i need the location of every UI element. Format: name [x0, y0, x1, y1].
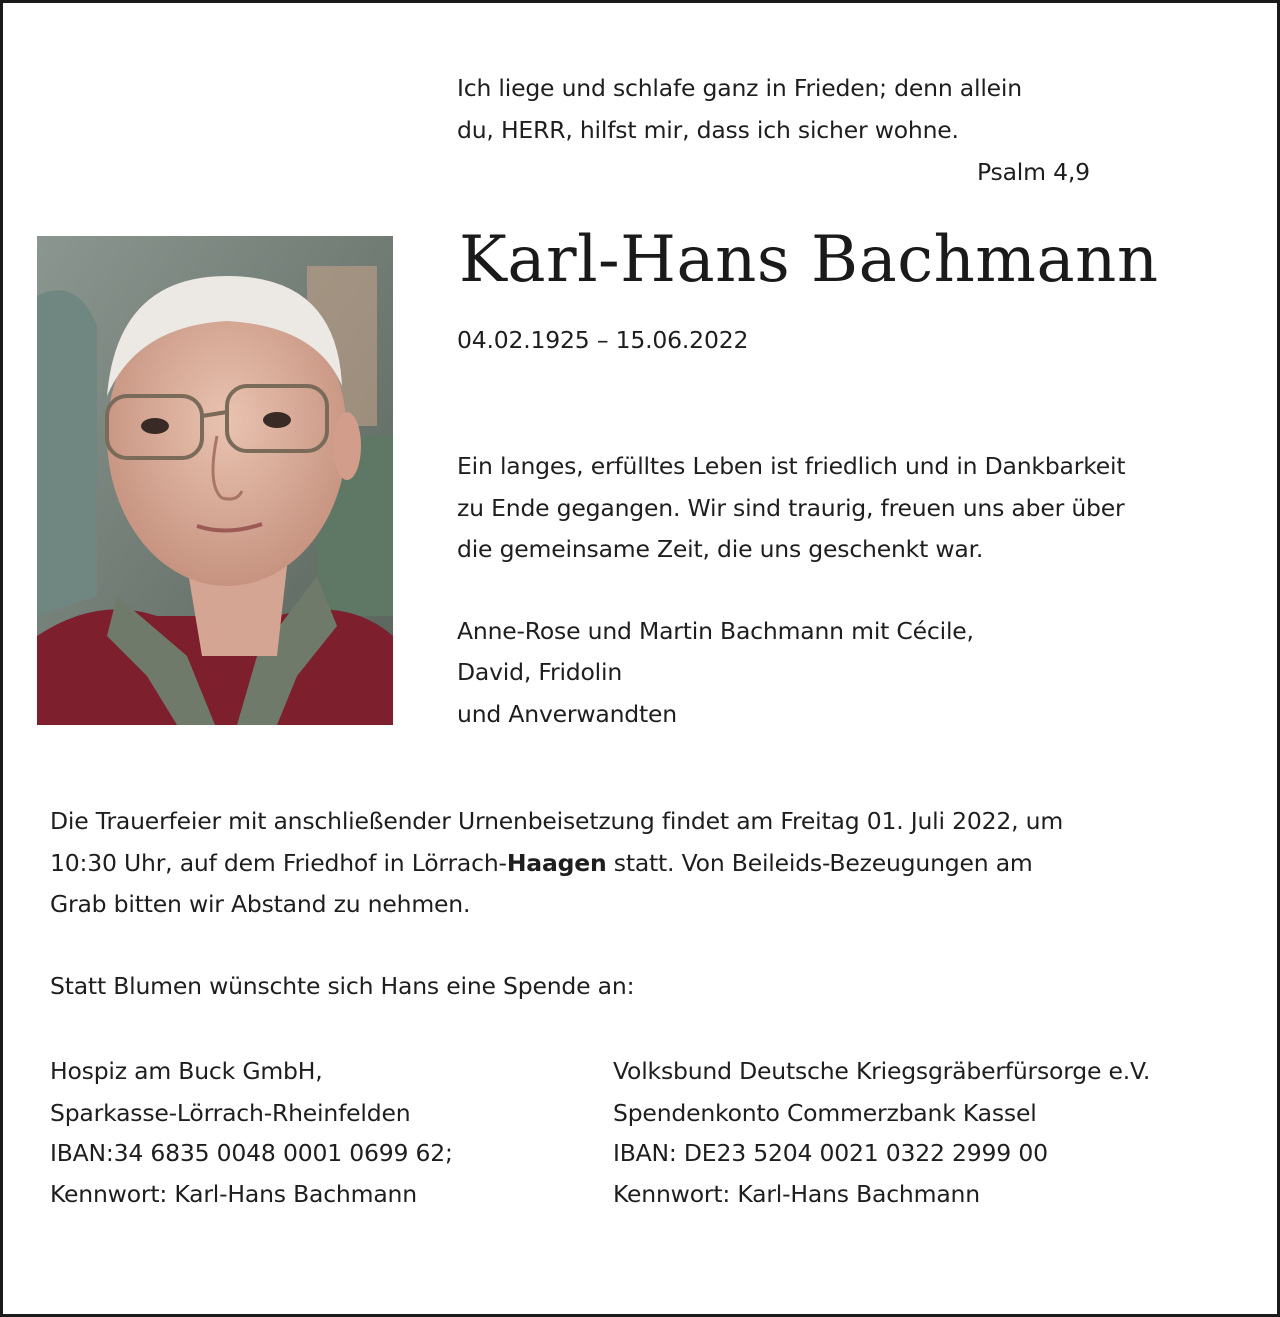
service-text: statt. Von Beileids-Bezeugungen am — [606, 849, 1033, 877]
tribute-line: zu Ende gegangen. Wir sind traurig, freuen uns aber über — [457, 494, 1125, 522]
donation-right-line: Kennwort: Karl-Hans Bachmann — [613, 1180, 980, 1208]
tribute-line: Ein langes, erfülltes Leben ist friedlich und in Dankbarkeit — [457, 452, 1126, 480]
service-line: Die Trauerfeier mit anschließender Urnenbeisetzung findet am Freitag 01. Juli 2022, um — [50, 807, 1064, 835]
life-dates: 04.02.1925 – 15.06.2022 — [457, 326, 749, 354]
deceased-name: Karl-Hans Bachmann — [459, 223, 1159, 297]
donation-left-line: Hospiz am Buck GmbH, — [50, 1057, 323, 1085]
portrait-photo — [37, 236, 393, 725]
donation-left-line: IBAN:34 6835 0048 0001 0699 62; — [50, 1139, 453, 1167]
tribute-line: die gemeinsame Zeit, die uns geschenkt war. — [457, 535, 984, 563]
donation-right-line: Volksbund Deutsche Kriegsgräberfürsorge e.V. — [613, 1057, 1151, 1085]
donation-right-line: Spendenkonto Commerzbank Kassel — [613, 1099, 1037, 1127]
family-line: und Anverwandten — [457, 700, 677, 728]
donation-left-line: Kennwort: Karl-Hans Bachmann — [50, 1180, 417, 1208]
family-line: David, Fridolin — [457, 658, 623, 686]
family-line: Anne-Rose und Martin Bachmann mit Cécile, — [457, 617, 974, 645]
donation-left-line: Sparkasse-Lörrach-Rheinfelden — [50, 1099, 411, 1127]
psalm-line: du, HERR, hilfst mir, dass ich sicher wohne. — [457, 116, 959, 144]
donation-intro: Statt Blumen wünschte sich Hans eine Spende an: — [50, 972, 635, 1000]
service-line — [50, 842, 1033, 884]
donation-right-line: IBAN: DE23 5204 0021 0322 2999 00 — [613, 1139, 1048, 1167]
service-text: 10:30 Uhr, auf dem Friedhof in Lörrach- — [50, 849, 507, 877]
service-location-bold: Haagen — [506, 849, 607, 877]
service-line: Grab bitten wir Abstand zu nehmen. — [50, 890, 471, 918]
psalm-reference: Psalm 4,9 — [977, 158, 1090, 186]
psalm-line: Ich liege und schlafe ganz in Frieden; denn allein — [457, 74, 1022, 102]
